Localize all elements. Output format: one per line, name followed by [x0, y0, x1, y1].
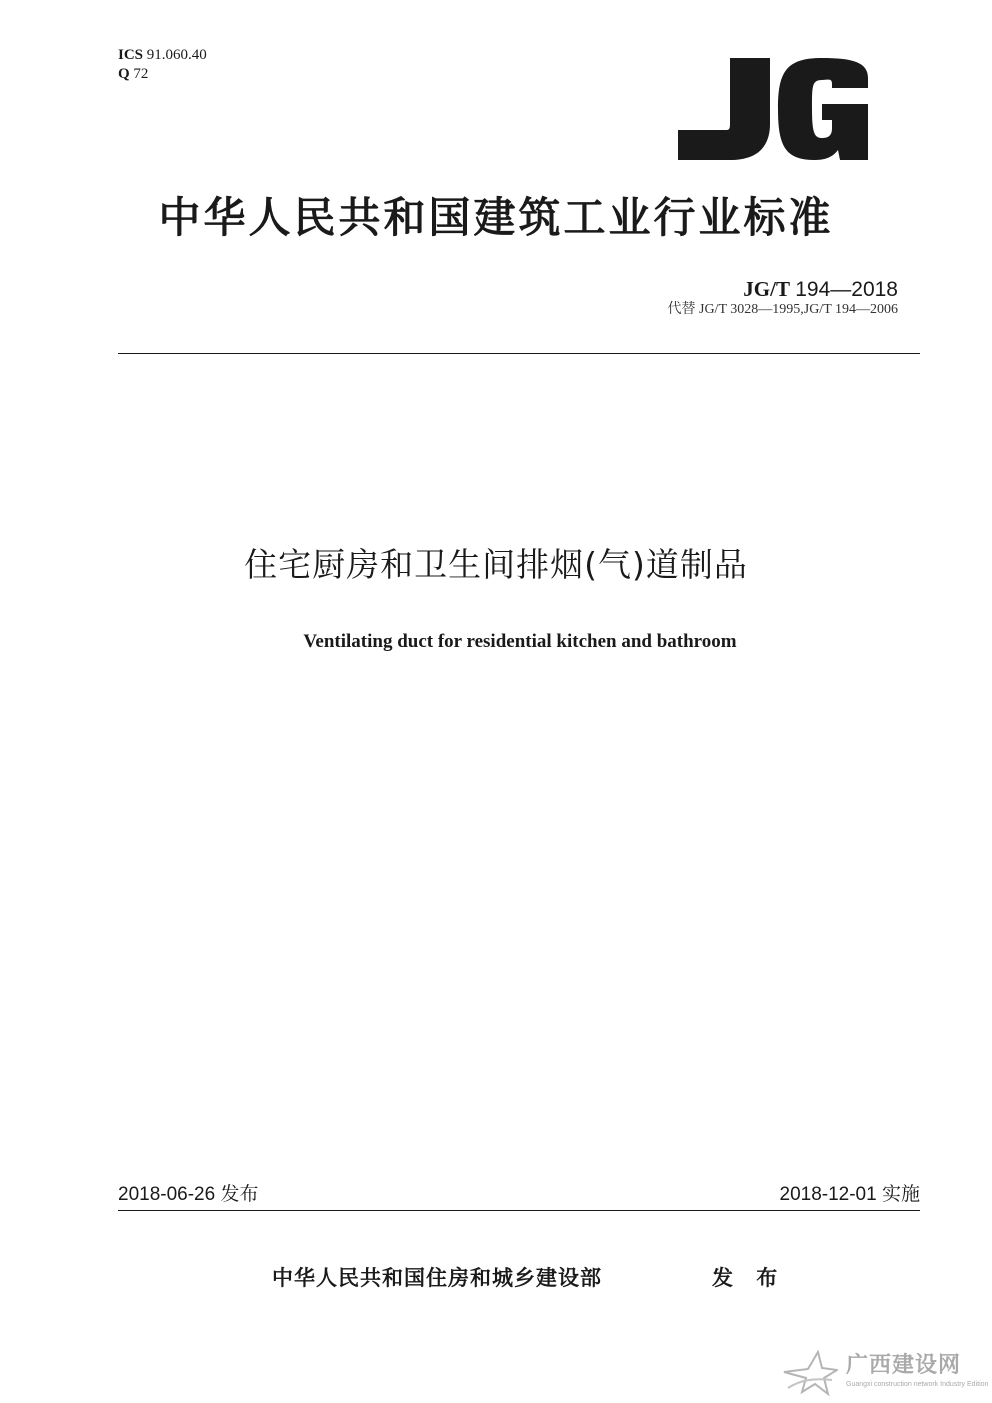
ics-value: 91.060.40 [146, 47, 207, 63]
implementation-date [780, 1182, 921, 1207]
implementation-date-label: 实施 [881, 1183, 920, 1205]
replaces-note: 代替 JG/T 3028—1995,JG/T 194—2006 [667, 302, 898, 317]
bottom-divider [118, 1210, 920, 1211]
series-title: 中华人民共和国建筑工业行业标准 [158, 193, 834, 242]
issuing-authority: 中华人民共和国住房和城乡建设部 [272, 1266, 602, 1290]
top-divider [118, 353, 920, 354]
implementation-date-value: 2018-12-01 [779, 1184, 877, 1205]
watermark-name: 广西建设网 [846, 1352, 962, 1378]
ccs-label: Q [118, 66, 130, 82]
ccs-code [118, 66, 148, 82]
issue-date-label: 发布 [220, 1183, 259, 1205]
document-title-english: Ventilating duct for residential kitchen and bathroom [303, 631, 737, 652]
watermark [782, 1350, 987, 1398]
star-logo-icon [782, 1350, 838, 1398]
ics-code [118, 47, 207, 63]
ccs-value: 72 [133, 66, 149, 82]
watermark-subtitle: Guangxi construction network Industry Edition [846, 1381, 989, 1388]
standard-prefix: JG/T [743, 277, 790, 301]
issue-date [118, 1182, 259, 1207]
publish-label: 发 布 [712, 1266, 786, 1290]
document-title: 住宅厨房和卫生间排烟(气)道制品 [244, 545, 748, 584]
jg-logo [672, 58, 868, 160]
standard-code: 194—2018 [795, 278, 898, 301]
issue-date-value: 2018-06-26 [118, 1184, 216, 1205]
ics-label: ICS [118, 47, 144, 63]
standard-number [743, 277, 898, 302]
